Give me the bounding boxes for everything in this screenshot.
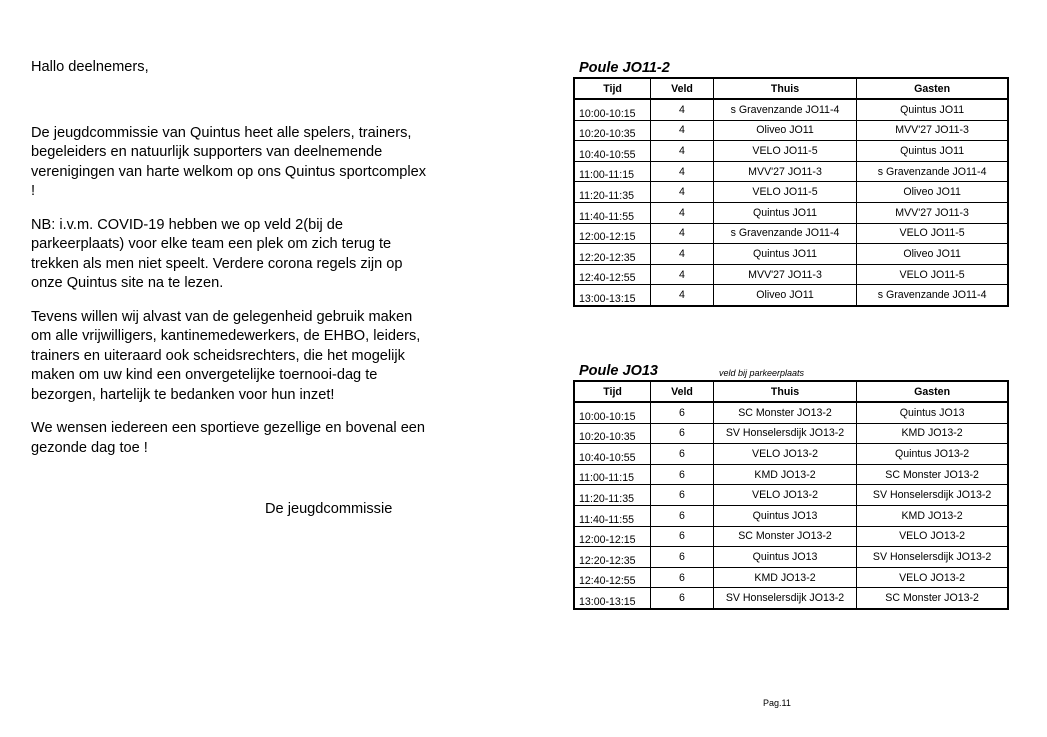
away-team-cell: MVV'27 JO11-3 — [857, 120, 1008, 141]
table-row — [574, 567, 1008, 588]
time-cell: 10:40-10:55 — [574, 444, 651, 465]
home-team-cell: Oliveo JO11 — [713, 120, 856, 141]
poule-jo13-section — [573, 361, 1009, 610]
field-cell: 6 — [651, 588, 714, 609]
letter-paragraph: We wensen iedereen een sportieve gezellige en bovenal een gezonde dag toe ! — [31, 420, 426, 456]
field-cell: 4 — [651, 285, 714, 306]
column-header: Thuis — [713, 78, 856, 99]
table-row — [574, 264, 1008, 285]
field-cell: 6 — [651, 526, 714, 547]
home-team-cell: Oliveo JO11 — [713, 285, 856, 306]
table-row — [574, 402, 1008, 423]
field-cell: 4 — [651, 264, 714, 285]
away-team-cell: SV Honselersdijk JO13-2 — [857, 547, 1008, 568]
table-row — [574, 99, 1008, 120]
field-cell: 6 — [651, 402, 714, 423]
field-cell: 4 — [651, 120, 714, 141]
field-cell: 6 — [651, 423, 714, 444]
table-row — [574, 182, 1008, 203]
field-cell: 4 — [651, 99, 714, 120]
home-team-cell: VELO JO11-5 — [713, 182, 856, 203]
field-cell: 4 — [651, 223, 714, 244]
home-team-cell: VELO JO13-2 — [713, 444, 856, 465]
home-team-cell: KMD JO13-2 — [713, 567, 856, 588]
home-team-cell: KMD JO13-2 — [713, 464, 856, 485]
time-cell: 10:00-10:15 — [574, 402, 651, 423]
away-team-cell: s Gravenzande JO11-4 — [857, 285, 1008, 306]
time-cell: 12:40-12:55 — [574, 264, 651, 285]
table-row — [574, 423, 1008, 444]
home-team-cell: Quintus JO13 — [713, 505, 856, 526]
away-team-cell: Quintus JO13-2 — [857, 444, 1008, 465]
away-team-cell: Oliveo JO11 — [857, 244, 1008, 265]
letter-signature: De jeugdcommissie — [265, 501, 393, 517]
home-team-cell: SC Monster JO13-2 — [713, 402, 856, 423]
table-row — [574, 547, 1008, 568]
poule-title: Poule JO11-2 — [579, 60, 670, 76]
table-row — [574, 120, 1008, 141]
time-cell: 10:20-10:35 — [574, 120, 651, 141]
time-cell: 10:00-10:15 — [574, 99, 651, 120]
away-team-cell: VELO JO11-5 — [857, 264, 1008, 285]
field-cell: 6 — [651, 547, 714, 568]
away-team-cell: Oliveo JO11 — [857, 182, 1008, 203]
away-team-cell: SV Honselersdijk JO13-2 — [857, 485, 1008, 506]
time-cell: 12:40-12:55 — [574, 567, 651, 588]
time-cell: 11:20-11:35 — [574, 182, 651, 203]
table-row — [574, 444, 1008, 465]
away-team-cell: Quintus JO11 — [857, 141, 1008, 162]
home-team-cell: VELO JO11-5 — [713, 141, 856, 162]
letter-paragraph: NB: i.v.m. COVID-19 hebben we op veld 2(bij de parkeerplaats) voor elke team een plek om zich terug te trekken als men niet speelt. Verdere corona regels zijn op onze Quintus site na te lezen. — [31, 216, 403, 291]
home-team-cell: VELO JO13-2 — [713, 485, 856, 506]
time-cell: 11:00-11:15 — [574, 161, 651, 182]
header-row — [574, 78, 1008, 99]
table-row — [574, 202, 1008, 223]
away-team-cell: MVV'27 JO11-3 — [857, 202, 1008, 223]
column-header: Tijd — [574, 78, 651, 99]
field-cell: 4 — [651, 182, 714, 203]
letter-greeting: Hallo deelnemers, — [31, 59, 149, 75]
home-team-cell: SV Honselersdijk JO13-2 — [713, 588, 856, 609]
poule-title-row — [573, 58, 1009, 77]
home-team-cell: Quintus JO11 — [713, 202, 856, 223]
column-header: Veld — [651, 78, 714, 99]
schedule-table — [573, 380, 1009, 610]
time-cell: 11:20-11:35 — [574, 485, 651, 506]
page-number: Pag.11 — [763, 698, 791, 708]
away-team-cell: VELO JO13-2 — [857, 567, 1008, 588]
time-cell: 11:40-11:55 — [574, 202, 651, 223]
poule-title-row — [573, 361, 1009, 380]
home-team-cell: Quintus JO13 — [713, 547, 856, 568]
schedule-table — [573, 77, 1009, 307]
field-cell: 6 — [651, 485, 714, 506]
field-cell: 4 — [651, 244, 714, 265]
poule-title: Poule JO13 — [579, 363, 658, 379]
letter-paragraph: Tevens willen wij alvast van de gelegenheid gebruik maken om alle vrijwilligers, kantinemedewerkers, de EHBO, leiders, trainers en uiteraard ook scheidsrechters, die het mogelijk maken om uw kind een onvergetelijke toernooi-dag te bezorgen, hartelijk te bedanken voor hun inzet! — [31, 308, 421, 403]
column-header: Gasten — [857, 381, 1008, 402]
column-header: Thuis — [713, 381, 856, 402]
field-cell: 6 — [651, 444, 714, 465]
time-cell: 13:00-13:15 — [574, 588, 651, 609]
welcome-letter — [31, 58, 431, 472]
header-row — [574, 381, 1008, 402]
home-team-cell: Quintus JO11 — [713, 244, 856, 265]
time-cell: 10:20-10:35 — [574, 423, 651, 444]
away-team-cell: s Gravenzande JO11-4 — [857, 161, 1008, 182]
away-team-cell: Quintus JO13 — [857, 402, 1008, 423]
table-row — [574, 505, 1008, 526]
time-cell: 11:00-11:15 — [574, 464, 651, 485]
time-cell: 12:00-12:15 — [574, 223, 651, 244]
table-row — [574, 588, 1008, 609]
table-row — [574, 223, 1008, 244]
time-cell: 13:00-13:15 — [574, 285, 651, 306]
field-cell: 6 — [651, 505, 714, 526]
table-row — [574, 485, 1008, 506]
home-team-cell: SC Monster JO13-2 — [713, 526, 856, 547]
away-team-cell: SC Monster JO13-2 — [857, 588, 1008, 609]
table-row — [574, 285, 1008, 306]
away-team-cell: Quintus JO11 — [857, 99, 1008, 120]
home-team-cell: MVV'27 JO11-3 — [713, 161, 856, 182]
column-header: Gasten — [857, 78, 1008, 99]
away-team-cell: VELO JO13-2 — [857, 526, 1008, 547]
field-cell: 4 — [651, 202, 714, 223]
table-row — [574, 141, 1008, 162]
time-cell: 12:20-12:35 — [574, 547, 651, 568]
field-cell: 4 — [651, 161, 714, 182]
poule-jo11-2-section — [573, 58, 1009, 307]
time-cell: 12:20-12:35 — [574, 244, 651, 265]
away-team-cell: SC Monster JO13-2 — [857, 464, 1008, 485]
home-team-cell: MVV'27 JO11-3 — [713, 264, 856, 285]
column-header: Tijd — [574, 381, 651, 402]
away-team-cell: KMD JO13-2 — [857, 423, 1008, 444]
time-cell: 12:00-12:15 — [574, 526, 651, 547]
field-cell: 6 — [651, 464, 714, 485]
table-row — [574, 244, 1008, 265]
home-team-cell: SV Honselersdijk JO13-2 — [713, 423, 856, 444]
time-cell: 11:40-11:55 — [574, 505, 651, 526]
field-cell: 4 — [651, 141, 714, 162]
poule-note: veld bij parkeerplaats — [719, 368, 805, 378]
column-header: Veld — [651, 381, 714, 402]
table-row — [574, 464, 1008, 485]
time-cell: 10:40-10:55 — [574, 141, 651, 162]
letter-paragraph: De jeugdcommissie van Quintus heet alle spelers, trainers, begeleiders en natuurlijk supporters van deelnemende verenigingen van harte welkom op ons Quintus sportcomplex ! — [31, 124, 427, 199]
table-row — [574, 526, 1008, 547]
away-team-cell: KMD JO13-2 — [857, 505, 1008, 526]
home-team-cell: s Gravenzande JO11-4 — [713, 99, 856, 120]
away-team-cell: VELO JO11-5 — [857, 223, 1008, 244]
field-cell: 6 — [651, 567, 714, 588]
home-team-cell: s Gravenzande JO11-4 — [713, 223, 856, 244]
table-row — [574, 161, 1008, 182]
